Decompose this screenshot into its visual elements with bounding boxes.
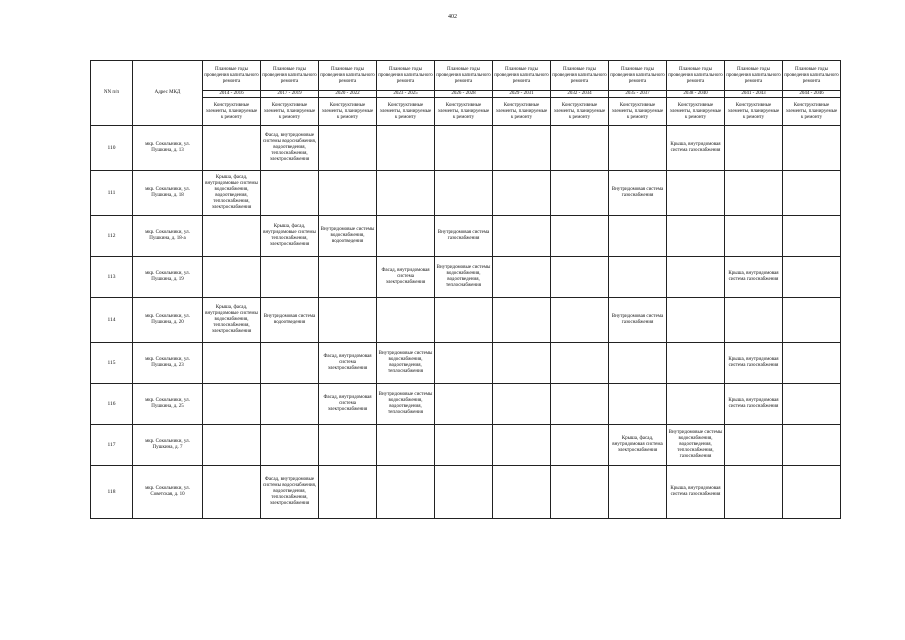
repair-elements-cell: Крыша, фасад, внутридомовые системы водоснабжения, теплоснабжения, электроснабжения xyxy=(203,298,261,343)
repair-elements-cell: Крыша, внутридомовая система газоснабжения xyxy=(667,466,725,519)
repair-elements-cell xyxy=(783,298,841,343)
header-plan-label: Плановые годы проведения капитального ремонта xyxy=(377,61,435,91)
repair-elements-cell xyxy=(725,298,783,343)
repair-elements-cell xyxy=(377,216,435,257)
repair-elements-cell: Крыша, внутридомовая система газоснабжения xyxy=(725,343,783,384)
repair-elements-cell xyxy=(493,257,551,298)
row-address: мкр. Сокольники, ул. Пушкина, д. 23 xyxy=(133,343,203,384)
repair-elements-cell xyxy=(551,466,609,519)
header-year-range: 2041 - 2043 xyxy=(725,91,783,98)
table-row xyxy=(91,343,841,384)
repair-elements-cell xyxy=(261,384,319,425)
table-row xyxy=(91,384,841,425)
repair-elements-cell xyxy=(783,171,841,216)
repair-elements-cell xyxy=(261,257,319,298)
repair-elements-cell xyxy=(493,384,551,425)
header-year-range: 2044 - 2046 xyxy=(783,91,841,98)
row-number: 116 xyxy=(91,384,133,425)
repair-elements-cell xyxy=(551,216,609,257)
row-number: 111 xyxy=(91,171,133,216)
header-elements-label: Конструктивные элементы, планируемые к ремонту xyxy=(667,98,725,126)
row-address: мкр. Сокольники, ул. Пушкина, д. 25 xyxy=(133,384,203,425)
repair-elements-cell xyxy=(203,384,261,425)
repair-elements-cell xyxy=(609,216,667,257)
page-number: 402 xyxy=(448,14,457,20)
row-number: 117 xyxy=(91,425,133,466)
repair-elements-cell xyxy=(667,343,725,384)
header-plan-label: Плановые годы проведения капитального ремонта xyxy=(261,61,319,91)
table-row xyxy=(91,126,841,171)
header-year-range: 2029 - 2031 xyxy=(493,91,551,98)
repair-elements-cell xyxy=(493,425,551,466)
repair-elements-cell xyxy=(319,171,377,216)
header-elements-label: Конструктивные элементы, планируемые к ремонту xyxy=(609,98,667,126)
repair-elements-cell xyxy=(551,257,609,298)
table-row xyxy=(91,298,841,343)
header-plan-label: Плановые годы проведения капитального ремонта xyxy=(493,61,551,91)
repair-elements-cell xyxy=(551,425,609,466)
repair-elements-cell xyxy=(377,171,435,216)
repair-elements-cell xyxy=(551,298,609,343)
header-year-range: 2017 - 2019 xyxy=(261,91,319,98)
repair-elements-cell xyxy=(435,466,493,519)
row-number: 112 xyxy=(91,216,133,257)
repair-elements-cell xyxy=(783,126,841,171)
row-number: 115 xyxy=(91,343,133,384)
header-year-range: 2035 - 2037 xyxy=(609,91,667,98)
repair-elements-cell xyxy=(203,216,261,257)
row-address: мкр. Сокольники, ул. Пушкина, д. 13 xyxy=(133,126,203,171)
repair-elements-cell xyxy=(667,298,725,343)
header-year-range: 2014 - 2016 xyxy=(203,91,261,98)
header-elements-label: Конструктивные элементы, планируемые к ремонту xyxy=(319,98,377,126)
repair-elements-cell: Крыша, фасад, внутридомовые системы водоснабжения, водоотведения, теплоснабжения, электроснабжения xyxy=(203,171,261,216)
repair-elements-cell: Внутридомовые системы водоснабжения, водоотведения, теплоснабжения xyxy=(377,343,435,384)
table-row xyxy=(91,466,841,519)
header-elements-row xyxy=(91,98,841,126)
row-number: 114 xyxy=(91,298,133,343)
repair-elements-cell: Крыша, внутридомовая система газоснабжения xyxy=(725,384,783,425)
repair-elements-cell xyxy=(493,343,551,384)
repair-elements-cell xyxy=(435,298,493,343)
repair-elements-cell xyxy=(667,171,725,216)
repair-elements-cell xyxy=(551,384,609,425)
repair-elements-cell: Внутридомовые системы водоснабжения, водоотведения, теплоснабжения xyxy=(435,257,493,298)
repair-elements-cell xyxy=(203,257,261,298)
table-row xyxy=(91,425,841,466)
table-row xyxy=(91,171,841,216)
header-years-row xyxy=(91,91,841,98)
repair-elements-cell xyxy=(609,384,667,425)
repair-elements-cell xyxy=(319,466,377,519)
repair-elements-cell xyxy=(203,425,261,466)
repair-elements-cell xyxy=(377,466,435,519)
repair-elements-cell xyxy=(203,466,261,519)
repair-elements-cell: Крыша, фасад, внутридомовая система электроснабжения xyxy=(609,425,667,466)
header-year-range: 2032 - 2034 xyxy=(551,91,609,98)
repair-elements-cell xyxy=(725,126,783,171)
repair-elements-cell xyxy=(725,466,783,519)
repair-elements-cell xyxy=(435,384,493,425)
header-plan-label: Плановые годы проведения капитального ремонта xyxy=(609,61,667,91)
repair-elements-cell xyxy=(435,425,493,466)
repair-elements-cell xyxy=(725,171,783,216)
repair-elements-cell xyxy=(493,216,551,257)
row-address: мкр. Сокольники, ул. Пушкина, д. 7 xyxy=(133,425,203,466)
table-row xyxy=(91,257,841,298)
table-body xyxy=(91,126,841,519)
repair-elements-cell xyxy=(609,126,667,171)
header-year-range: 2023 - 2025 xyxy=(377,91,435,98)
header-plan-label: Плановые годы проведения капитального ремонта xyxy=(435,61,493,91)
repair-elements-cell xyxy=(667,216,725,257)
row-address: мкр. Сокольники, ул. Пушкина, д. 19 xyxy=(133,257,203,298)
repair-elements-cell xyxy=(493,126,551,171)
header-elements-label: Конструктивные элементы, планируемые к ремонту xyxy=(493,98,551,126)
repair-elements-cell xyxy=(203,126,261,171)
row-address: мкр. Сокольники, ул. Пушкина, д. 18 xyxy=(133,171,203,216)
repair-elements-cell: Внутридомовые системы водоснабжения, водоотведения, теплоснабжения, газоснабжения xyxy=(667,425,725,466)
row-number: 118 xyxy=(91,466,133,519)
repair-elements-cell: Внутридомовая система водоотведения xyxy=(261,298,319,343)
repair-elements-cell xyxy=(725,216,783,257)
repair-elements-cell xyxy=(435,171,493,216)
repair-elements-cell xyxy=(667,384,725,425)
repair-elements-cell xyxy=(377,126,435,171)
repair-elements-cell xyxy=(319,298,377,343)
row-number: 110 xyxy=(91,126,133,171)
header-year-range: 2038 - 2040 xyxy=(667,91,725,98)
repair-elements-cell xyxy=(783,384,841,425)
repair-elements-cell xyxy=(551,126,609,171)
repair-elements-cell xyxy=(261,425,319,466)
repair-elements-cell xyxy=(783,425,841,466)
header-elements-label: Конструктивные элементы, планируемые к ремонту xyxy=(725,98,783,126)
header-plan-label: Плановые годы проведения капитального ремонта xyxy=(203,61,261,91)
repair-elements-cell xyxy=(725,425,783,466)
repair-elements-cell xyxy=(667,257,725,298)
repair-elements-cell: Фасад, внутридомовая система электроснабжения xyxy=(377,257,435,298)
header-year-range: 2026 - 2028 xyxy=(435,91,493,98)
table-row xyxy=(91,216,841,257)
row-number: 113 xyxy=(91,257,133,298)
header-elements-label: Конструктивные элементы, планируемые к ремонту xyxy=(783,98,841,126)
header-plan-label: Плановые годы проведения капитального ремонта xyxy=(725,61,783,91)
repair-elements-cell xyxy=(551,171,609,216)
repair-elements-cell xyxy=(493,298,551,343)
repair-elements-cell xyxy=(261,343,319,384)
repair-elements-cell xyxy=(551,343,609,384)
header-address: Адрес МКД xyxy=(133,61,203,126)
repair-elements-cell: Внутридомовая система газоснабжения xyxy=(609,171,667,216)
repair-elements-cell: Крыша, внутридомовая система газоснабжения xyxy=(725,257,783,298)
repair-elements-cell xyxy=(319,425,377,466)
header-year-range: 2020 - 2022 xyxy=(319,91,377,98)
repair-elements-cell: Фасад, внутридомовая система электроснабжения xyxy=(319,384,377,425)
repair-elements-cell xyxy=(783,257,841,298)
repair-elements-cell xyxy=(435,343,493,384)
header-elements-label: Конструктивные элементы, планируемые к ремонту xyxy=(203,98,261,126)
repair-elements-cell xyxy=(609,343,667,384)
header-elements-label: Конструктивные элементы, планируемые к ремонту xyxy=(551,98,609,126)
repair-elements-cell: Внутридомовые системы водоснабжения, водоотведения xyxy=(319,216,377,257)
header-plan-label: Плановые годы проведения капитального ремонта xyxy=(319,61,377,91)
row-address: мкр. Сокольники, ул. Пушкина, д. 18-а xyxy=(133,216,203,257)
repair-elements-cell: Внутридомовая система газоснабжения xyxy=(609,298,667,343)
repair-elements-cell xyxy=(319,126,377,171)
repair-elements-cell: Внутридомовые системы водоснабжения, водоотведения, теплоснабжения xyxy=(377,384,435,425)
repair-elements-cell xyxy=(261,171,319,216)
repair-elements-cell xyxy=(203,343,261,384)
repair-elements-cell: Крыша, внутридомовая система газоснабжения xyxy=(667,126,725,171)
header-elements-label: Конструктивные элементы, планируемые к ремонту xyxy=(261,98,319,126)
repair-elements-cell xyxy=(783,343,841,384)
repair-elements-cell xyxy=(377,298,435,343)
repair-elements-cell: Фасад, внутридомовые системы водоснабжения, водоотведения, теплоснабжения, электроснабжения xyxy=(261,126,319,171)
repair-elements-cell xyxy=(319,257,377,298)
header-elements-label: Конструктивные элементы, планируемые к ремонту xyxy=(435,98,493,126)
capital-repair-table xyxy=(90,60,841,519)
repair-elements-cell xyxy=(493,171,551,216)
repair-elements-cell: Внутридомовая система газоснабжения xyxy=(435,216,493,257)
repair-elements-cell xyxy=(609,466,667,519)
repair-elements-cell xyxy=(609,257,667,298)
repair-elements-cell: Фасад, внутридомовые системы водоснабжения, водоотведения, теплоснабжения, электроснабжения xyxy=(261,466,319,519)
repair-elements-cell xyxy=(377,425,435,466)
header-plan-label: Плановые годы проведения капитального ремонта xyxy=(667,61,725,91)
row-address: мкр. Сокольники, ул. Советская, д. 10 xyxy=(133,466,203,519)
repair-elements-cell: Крыша, фасад, внутридомовые системы теплоснабжения, электроснабжения xyxy=(261,216,319,257)
header-num: NN п/п xyxy=(91,61,133,126)
row-address: мкр. Сокольники, ул. Пушкина, д. 20 xyxy=(133,298,203,343)
repair-elements-cell xyxy=(783,466,841,519)
header-plan-label: Плановые годы проведения капитального ремонта xyxy=(551,61,609,91)
repair-elements-cell: Фасад, внутридомовая система электроснабжения xyxy=(319,343,377,384)
repair-elements-cell xyxy=(493,466,551,519)
repair-elements-cell xyxy=(783,216,841,257)
header-elements-label: Конструктивные элементы, планируемые к ремонту xyxy=(377,98,435,126)
header-plan-label: Плановые годы проведения капитального ремонта xyxy=(783,61,841,91)
header-plan-row xyxy=(91,61,841,91)
repair-elements-cell xyxy=(435,126,493,171)
